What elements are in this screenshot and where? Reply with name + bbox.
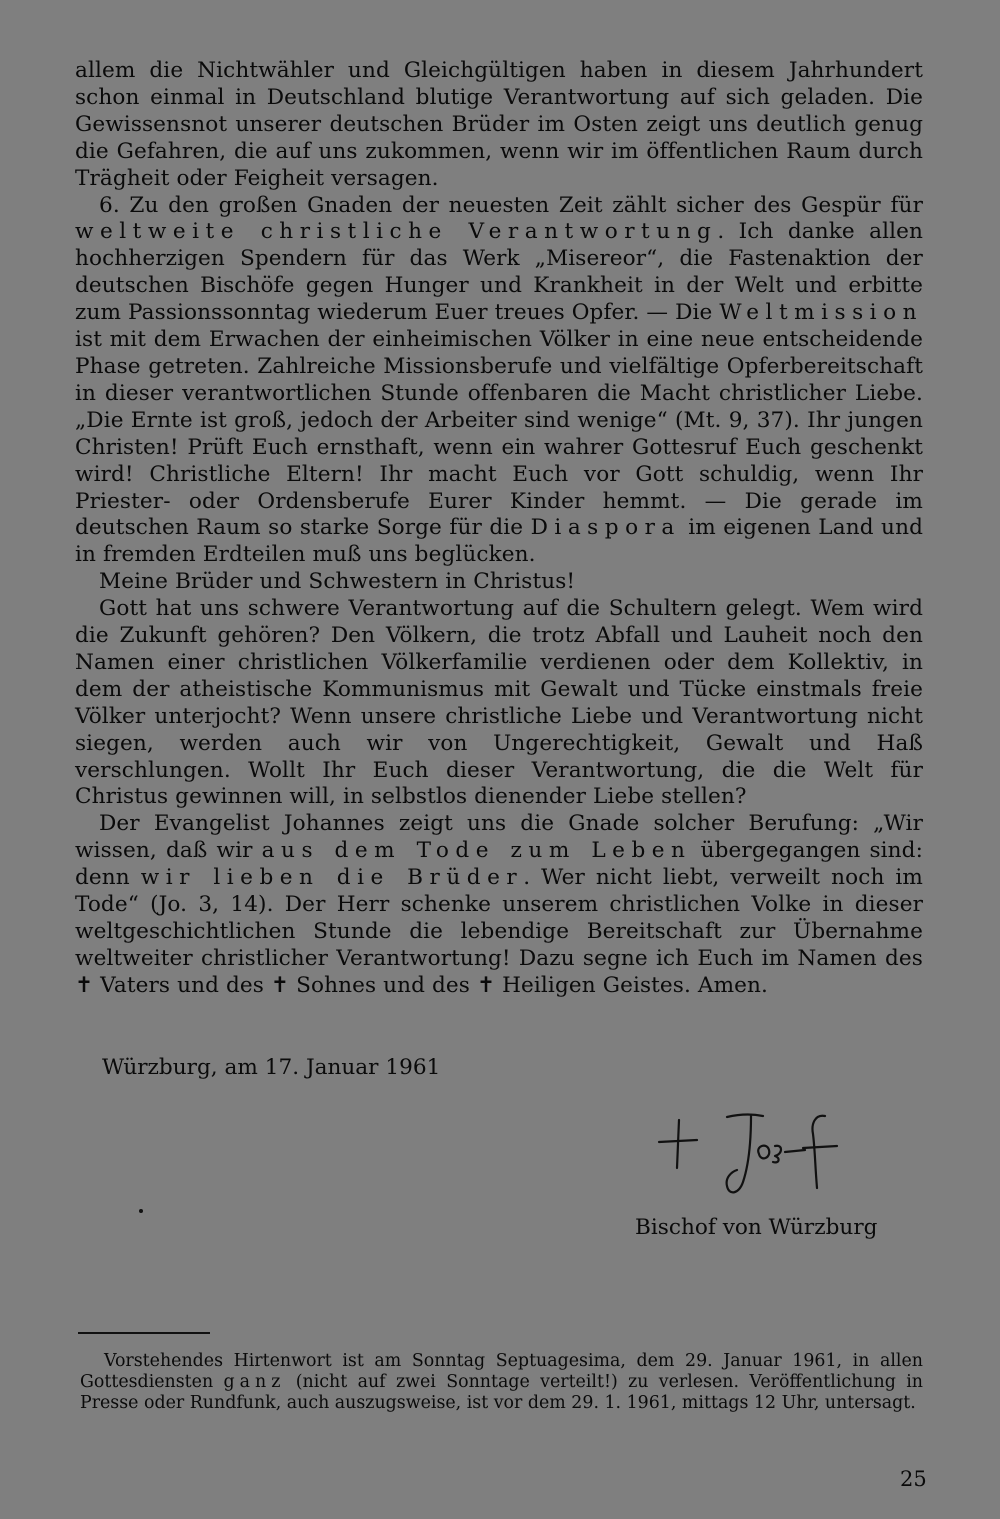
footnote-text	[80, 1351, 923, 1415]
p2-text-e: ist mit dem Erwachen der einheimischen Völker in eine neue entscheidende Phase getreten. Zahlreiche Missionsberufe und vielfältige Opferbereitschaft in dieser verantwortlichen Stunde offenbaren die Macht christlicher Liebe. „Die Ernte ist groß, jedoch der Arbeiter sind wenige“ (Mt. 9, 37). Ihr jungen Christen! Prüft Euch ernsthaft, wenn ein wahrer Gottesruf Euch geschenkt wird! Christliche Eltern! Ihr macht Euch vor Gott schuldig, wenn Ihr Priester- oder Ordensberufe Eurer Kinder hemmt. — Die gerade im deutschen Raum so starke Sorge für die	[75, 327, 923, 541]
p2-text-g: im eigenen Land und in fremden Erdteilen muß uns beglücken.	[75, 515, 923, 568]
p2-spaced-emphasis-1: weltweite christliche Verantwortung	[75, 219, 718, 245]
stray-ink-dot	[139, 1209, 143, 1213]
p2-spaced-emphasis-2: Weltmission	[719, 300, 923, 326]
paragraph-1: allem die Nichtwähler und Gleichgültigen haben in diesem Jahrhundert schon einmal in Deutschland blutige Verantwortung auf sich geladen. Die Gewissensnot unserer deutschen Brüder im Osten zeigt uns deutlich genug die Gefahren, die auf uns zukommen, wenn wir im öffentlichen Raum durch Trägheit oder Feigheit versagen.	[75, 58, 923, 191]
p2-text-a: 6. Zu den großen Gnaden der neuesten Zeit zählt sicher des Gespür für	[99, 192, 923, 218]
p5-text-a: Der Evangelist Johannes zeigt uns die Gnade solcher Berufung: „Wir wissen, daß wir	[75, 811, 923, 864]
footnote-spaced-emphasis: ganz	[223, 1372, 286, 1393]
p2-spaced-emphasis-3: Diaspora	[530, 515, 681, 541]
signature-image	[655, 1102, 855, 1202]
paragraph-5	[75, 811, 923, 999]
p5-text-c: übergegangen sind: denn	[75, 838, 923, 891]
paragraph-4: Gott hat uns schwere Verantwortung auf die Schultern gelegt. Wem wird die Zukunft gehören? Den Völkern, die trotz Abfall und Lauheit noch den Namen einer christlichen Völkerfamilie verdienen oder dem Kollektiv, in dem der atheistische Kommunismus mit Gewalt und Tücke einstmals freie Völker unterjocht? Wenn unsere christliche Liebe und Verantwortung nicht siegen, werden auch wir von Ungerechtigkeit, Gewalt und Haß verschlungen. Wollt Ihr Euch dieser Verantwortung, die die Welt für Christus gewinnen will, in selbstlos dienender Liebe stellen?	[75, 596, 923, 810]
p5-text-e: . Wer nicht liebt, verweilt noch im Tode“ (Jo. 3, 14). Der Herr schenke unserem christlichen Volke in dieser weltgeschichtlichen Stunde die lebendige Bereitschaft zur Übernahme weltweiter christlicher Verantwortung! Dazu segne ich Euch im Namen des ✝ Vaters und des ✝ Sohnes und des ✝ Heiligen Geistes. Amen.	[75, 865, 923, 998]
p5-spaced-emphasis-1: aus dem Tode zum Leben	[261, 838, 692, 864]
p2-text-c: . Ich danke allen hochherzigen Spendern für das Werk „Misereor“, die Fastenaktion der deutschen Bischöfe gegen Hunger und Krankheit in der Welt und erbitte zum Passionssonntag wiederum Euer treues Opfer. — Die	[75, 219, 924, 326]
signature-title: Bischof von Würzburg	[635, 1215, 878, 1240]
paragraph-3: Meine Brüder und Schwestern in Christus!	[99, 569, 576, 595]
signature	[655, 1102, 875, 1202]
footnote-text-c: (nicht auf zwei Sonntage verteilt!) zu verlesen. Veröffentlichung in Presse oder Rundfunk, auch auszugsweise, ist vor dem 29. 1. 1961, mittags 12 Uhr, untersagt.	[80, 1372, 923, 1414]
p5-spaced-emphasis-2: wir lieben die Brüder	[140, 865, 524, 891]
paragraph-2	[75, 193, 923, 570]
date-line: Würzburg, am 17. Januar 1961	[102, 1055, 441, 1080]
letter-body	[75, 58, 923, 1000]
footnote	[80, 1351, 923, 1415]
page-number: 25	[900, 1467, 927, 1491]
footnote-separator	[78, 1332, 210, 1334]
footnote-text-a: Vorstehendes Hirtenwort ist am Sonntag Septuagesima, dem 29. Januar 1961, in allen Gottesdiensten	[80, 1351, 923, 1393]
